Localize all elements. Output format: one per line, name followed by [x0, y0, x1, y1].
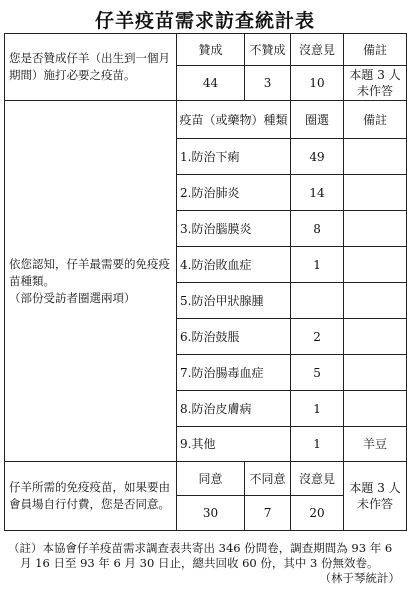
- vaccine-type-count: 49: [291, 139, 344, 175]
- vaccine-type-label: 8.防治皮膚病: [177, 391, 291, 427]
- section2-question-main: 依您認知，仔羊最需要的免疫疫苗種類。: [9, 256, 170, 288]
- vaccine-type-label: 2.防治肺炎: [177, 175, 291, 211]
- vaccine-type-label: 6.防治鼓脹: [177, 319, 291, 355]
- vaccine-type-label: 4.防治敗血症: [177, 247, 291, 283]
- section1-header-remark: 備註: [344, 34, 407, 66]
- section3-remark: 本題 3 人未作答: [344, 462, 407, 531]
- vaccine-type-remark: [344, 139, 407, 175]
- footnote: [6, 541, 406, 586]
- survey-table: [4, 33, 407, 531]
- section3-header-row: [5, 462, 407, 496]
- section1-header-disagree: 不贊成: [245, 34, 291, 66]
- vaccine-type-count: 8: [291, 211, 344, 247]
- vaccine-type-count: 1: [291, 391, 344, 427]
- vaccine-type-remark: [344, 355, 407, 391]
- footnote-signature: （林于琴統計）: [319, 571, 400, 585]
- section3-agree-count: 30: [177, 496, 245, 531]
- section1-header-agree: 贊成: [177, 34, 245, 66]
- vaccine-type-remark: [344, 319, 407, 355]
- vaccine-type-remark: [344, 247, 407, 283]
- section2-header-type: 疫苗（或藥物）種類: [177, 101, 291, 139]
- section1-remark: 本題 3 人未作答: [344, 66, 407, 101]
- section1-disagree-count: 3: [245, 66, 291, 101]
- section3-disagree-count: 7: [245, 496, 291, 531]
- section3-header-agree: 同意: [177, 462, 245, 496]
- vaccine-type-count: 1: [291, 427, 344, 462]
- vaccine-type-remark: 羊豆: [344, 427, 407, 462]
- vaccine-type-count: 14: [291, 175, 344, 211]
- vaccine-type-count: 2: [291, 319, 344, 355]
- section1-header-no-opinion: 沒意見: [291, 34, 344, 66]
- section2-header-remark: 備註: [344, 101, 407, 139]
- section3-header-no-opinion: 沒意見: [291, 462, 344, 496]
- vaccine-type-count: [291, 283, 344, 319]
- section1-agree-count: 44: [177, 66, 245, 101]
- vaccine-type-remark: [344, 283, 407, 319]
- section3-no-opinion-count: 20: [291, 496, 344, 531]
- vaccine-type-label: 7.防治腸毒血症: [177, 355, 291, 391]
- footnote-line-1: （註）本協會仔羊疫苗需求調查表共寄出 346 份問卷，調查期間為 93 年 6: [8, 541, 393, 555]
- vaccine-type-remark: [344, 211, 407, 247]
- vaccine-type-label: 3.防治腦膜炎: [177, 211, 291, 247]
- footnote-line-2: 月 16 日至 93 年 6 月 30 日止，總共回收 60 份，其中 3 份無效卷。: [20, 556, 379, 570]
- vaccine-type-remark: [344, 175, 407, 211]
- section3-question: 仔羊所需的免疫疫苗，如果要由會員場自行付費，您是否同意。: [5, 462, 177, 531]
- section3-header-disagree: 不同意: [245, 462, 291, 496]
- vaccine-type-label: 9.其他: [177, 427, 291, 462]
- vaccine-type-count: 1: [291, 247, 344, 283]
- section2-question-sub: （部份受訪者圈選兩項）: [9, 290, 136, 305]
- section1-no-opinion-count: 10: [291, 66, 344, 101]
- vaccine-type-label: 5.防治甲狀腺腫: [177, 283, 291, 319]
- section1-header-row: [5, 34, 407, 66]
- section2-header-count: 圈選: [291, 101, 344, 139]
- section1-question: 您是否贊成仔羊（出生到一個月期間）施打必要之疫苗。: [5, 34, 177, 101]
- vaccine-type-label: 1.防治下痢: [177, 139, 291, 175]
- vaccine-type-remark: [344, 391, 407, 427]
- vaccine-type-count: 5: [291, 355, 344, 391]
- section2-question: [5, 101, 177, 462]
- section2-header-row: [5, 101, 407, 139]
- page-title: 仔羊疫苗需求訪查統計表: [94, 10, 315, 32]
